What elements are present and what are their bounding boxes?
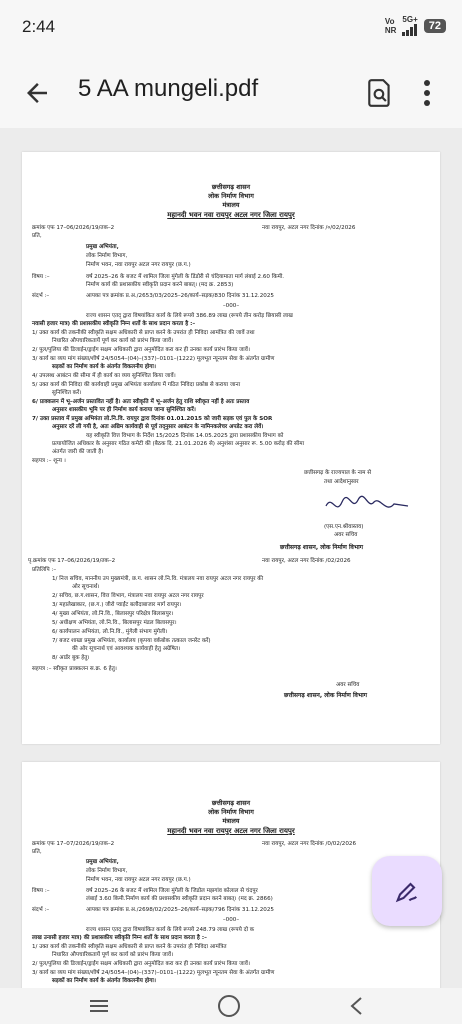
body-paragraph: राज्य शासन एतद् द्वारा विषयांकित कार्य के लिये रूपये 248.79 लाख (रूपये दो क [86, 927, 255, 933]
officer-title: अवर सचिव [336, 682, 360, 688]
signatory-authority: तथा आदेशानुसार [324, 479, 359, 485]
recipient-line: निर्माण भवन, नवा रायपुर अटल नगर रायपुर (छ.ग.) [86, 262, 191, 268]
copy-recipient: की ओर सूचनार्थ एवं आवश्यक कार्यवाही हेतु अग्रेषित। [72, 646, 181, 652]
copy-recipient: 2/ सचिव, छ.ग.शासन, वित्त विभाग, मंत्रालय नवा रायपुर अटल नगर रायपुर [52, 593, 204, 599]
header-address: महानदी भवन नवा रायपुर अटल नगर जिला रायपुर [167, 211, 295, 219]
condition-item: 3/ कार्य का व्यय मांग संख्या/शीर्ष 24/5054–(04)–(337)–0101–(1222) मूलभूत न्यूनतम सेवा के अंतर्गत ग्रामीण [32, 970, 275, 976]
signal-icon [402, 15, 417, 36]
condition-item: 5/ उक्त कार्य की निविदा की कार्यवाही प्रमुख अभियंता कार्यालय में गठित निविदा प्रकोष्ठ से कराया जाना [32, 382, 241, 388]
battery-icon: 72 [424, 19, 446, 33]
recipient-line: निर्माण भवन, नवा रायपुर अटल नगर रायपुर (छ.ग.) [86, 877, 191, 883]
recipient-label: प्रति, [32, 849, 42, 855]
condition-item: 4/ उपलब्ध आबंटन की सीमा में ही कार्य का व्यय सुनिश्चित किया जावें। [32, 373, 176, 379]
copy-recipient: ओर सूचनार्थ। [72, 584, 100, 590]
reference-text: आपका पत्र क्रमांक प्र.अ./2653/03/2025–26/कार्य–सड़क/830 दिनांक 31.12.2025 [86, 293, 274, 299]
letter-number: क्रमांक एफ 17–06/2026/19/तक–2 [32, 225, 115, 231]
recipient-label: प्रति, [32, 233, 42, 239]
copy-recipient: 5/ अधीक्षण अभियंता, लो.नि.वि., बिलासपुर मंडल बिलासपुर। [52, 620, 177, 626]
annotate-fab[interactable] [372, 856, 442, 926]
copy-recipient: 3/ महालेखाकार, (छ.ग.) जीरो प्वाईंट बलौदाबाजार मार्ग रायपुर। [52, 602, 182, 608]
condition-item: सुनिश्चित करें। [52, 390, 82, 396]
subject-label: विषय :– [32, 274, 50, 280]
body-paragraph: राज्य शासन एतद् द्वारा विषयांकित कार्य के लिये रूपये 386.89 लाख (रूपये तीन करोड़ छियासी लाख [86, 313, 293, 319]
header-govt: छत्तीसगढ़ शासन [211, 799, 251, 807]
body-paragraph: लाख उनासी हजार मात्र) की प्रशासकीय स्वीकृति निम्न शर्तो के साथ प्रदान करता है :– [32, 935, 207, 941]
signatory-department: छत्तीसगढ़ शासन, लोक निर्माण विभाग [284, 692, 368, 699]
signatory-authority: छत्तीसगढ़ के राज्यपाल के नाम से [304, 470, 372, 476]
condition-item: 3/ कार्य का व्यय मांग संख्या/शीर्ष 24/5054–(04)–(337)–0101–(1222) मूलभूत न्यूनतम सेवा के अंतर्गत ग्रामीण [32, 356, 275, 362]
volte-indicator: Vo NR [384, 16, 397, 35]
signatory-department: छत्तीसगढ़ शासन, लोक निर्माण विभाग [280, 544, 364, 551]
subject-text: लंबाई 3.60 किमी.निर्माण कार्य की प्रशासकीय स्वीकृति प्रदान करने बाबत्। (मद क्र. 2866) [86, 896, 273, 902]
condition-item: निधारित औपचारिकतायें पूर्ण कर कार्य को प्रारंभ किया जावें। [52, 952, 174, 958]
recipient-line: प्रमुख अभियंता, [86, 244, 119, 250]
network-type-label: 5G+ [402, 15, 418, 24]
subject-text: वर्ष 2025–26 के बजट में शामिल जिला मुंगेली के जिडोल मझगांव कोलाल से चंदपुर [86, 888, 258, 894]
condition-item: 2/ पुल/पुलिया की डिजाईन/ड्राईंग सक्षम अधिकारी द्वारा अनुमोदित करा कर ही उनका कार्य प्रारंभ किया जावें। [32, 961, 250, 967]
status-icons [385, 15, 446, 36]
body-paragraph: नवासी हजार मात्र) की प्रशासकीय स्वीकृति निम्न शर्तो के साथ प्रदान करता है :– [32, 321, 196, 327]
condition-item: निधारित औपचारिकतायें पूर्ण कर कार्य को प्रारंभ किया जावें। [52, 338, 174, 344]
back-icon[interactable] [348, 996, 366, 1016]
document-title: 5 AA mungeli.pdf [78, 75, 259, 102]
reference-text: आपका पत्र क्रमांक प्र.अ./2698/02/2025–26/कार्य–सड़क/796 दिनांक 31.12.2025 [86, 907, 274, 913]
reference-label: संदर्भ :– [32, 907, 50, 913]
more-vert-icon[interactable] [421, 78, 433, 108]
status-time: 2:44 [22, 17, 56, 36]
letter-date: नवा रायपुर, अटल नगर दिनांक /०/02/2026 [262, 225, 356, 231]
copy-recipient: 4/ मुख्य अभियंता, लो.नि.वि., बिलासपुर परिक्षेत्र बिलासपुर। [52, 611, 174, 617]
pdf-page-1 [22, 152, 440, 744]
header-govt: छत्तीसगढ़ शासन [211, 183, 251, 191]
header-ministry: मंत्रालय [222, 201, 240, 209]
copy-recipient: 1/ निज सचिव, माननीय उप मुख्यमंत्री, छ.ग. शासन लो.नि.वि. मंत्रालय नवा रायपुर अटल नगर रायपुर की [52, 576, 264, 582]
header-address: महानदी भवन नवा रायपुर अटल नगर जिला रायपुर [167, 827, 295, 835]
copy-recipient: 8/ आर्डर बुक हेतु। [52, 655, 90, 661]
app-bar [0, 58, 462, 128]
condition-item: अनुसार शासकीय भूमि पर ही निर्माण कार्य कराया जाना सुनिश्चित करें। [52, 407, 196, 413]
condition-item: 1/ उक्त कार्य की तकनीकी स्वीकृति सक्षम अधिकारी से प्राप्त करने के उपरांत ही निविदा आमंत्रित की जावें तथा [32, 330, 255, 336]
endorsement-number: पृ.क्रमांक एफ 17–06/2026/19/तक–2 [28, 558, 116, 564]
letter-date: नवा रायपुर, अटल नगर दिनांक /0/02/2026 [262, 841, 357, 847]
divider: –000– [222, 303, 240, 309]
back-arrow-icon[interactable] [22, 78, 52, 108]
drive-search-icon[interactable] [366, 78, 394, 108]
condition-item: 1/ उक्त कार्य की तकनीकी स्वीकृति सक्षम अधिकारी से प्राप्त करने के उपरांत ही निविदा आमंत्रित [32, 944, 227, 950]
header-ministry: मंत्रालय [222, 817, 240, 825]
header-dept: लोक निर्माण विभाग [208, 808, 254, 816]
condition-item: सड़कों का निर्माण कार्य के अंतर्गत विकलनीय होगा। [52, 978, 156, 984]
recipient-line: लोक निर्माण विभाग, [86, 868, 128, 874]
condition-item: अनुसार दरें ली गयी है, अतः अद्यिम कार्यवाही से पूर्व तद्नुसार आबंटन के नामिनकलेचर अपडेट करा लेवें। [52, 424, 264, 430]
recipient-line: लोक निर्माण विभाग, [86, 253, 128, 259]
enclosure: सहपत्र :– स्वीकृत प्राक्कलन स.क्र. 6 हेतु। [32, 666, 117, 672]
draw-pen-icon [393, 877, 421, 905]
enclosure: सहपत्र :– शून्य । [32, 458, 66, 464]
recipient-line: प्रमुख अभियंता, [86, 859, 119, 865]
status-bar [0, 0, 462, 58]
letter-number: क्रमांक एफ 17–07/2026/19/तक–2 [32, 841, 115, 847]
condition-note: प्रत्यायोजित अधिकार के अनुसार गठित कमेटी की (बैठक दि. 21.01.2026 से) अनुशंसा अनुसार रू. 5.00 करोड़ की सीमा [52, 441, 305, 447]
condition-item: सड़कों का निर्माण कार्य के अंतर्गत विकलनीय होगा। [52, 364, 156, 370]
signature-mark [322, 492, 412, 518]
system-nav-bar [0, 988, 462, 1024]
copy-to-label: प्रतिलिपि :– [32, 567, 57, 573]
header-dept: लोक निर्माण विभाग [208, 192, 254, 200]
recent-apps-icon[interactable] [88, 998, 110, 1014]
subject-text: वर्ष 2025–26 के बजट में शामिल जिला मुंगेली के डिंडोरी से चंदियामाता मार्ग लंबाई 2.60 किमी. [86, 274, 285, 280]
subject-text: निर्माण कार्य की प्रशासकीय स्वीकृति प्रदान करने बाबत्। (मद क्र. 2853) [86, 282, 234, 288]
officer-name: (एस.एन.श्रीवास्तव) [324, 524, 364, 530]
endorsement-date: नवा रायपुर, अटल नगर दिनांक /02/2026 [262, 558, 351, 564]
reference-label: संदर्भ :– [32, 293, 50, 299]
copy-recipient: 6/ कार्यपालन अभियंता, लो.नि.वि., मुंगेली संभाग मुंगेली। [52, 629, 168, 635]
condition-note: यह स्वीकृति वित्त विभाग के निर्देश 15/2025 दिनांक 14.05.2025 द्वारा प्रशासकीय विभाग को [86, 433, 284, 439]
divider: –000– [222, 917, 240, 923]
home-icon[interactable] [218, 995, 240, 1017]
condition-item: 7/ उक्त प्रस्ताव में प्रमुख अभियंता लो.नि.वि. रायपुर द्वारा दिनांक 01.01.2015 को जारी सड़क एवं पुल के SOR [32, 416, 273, 422]
condition-item: 2/ पुल/पुलिया की डिजाईन/ड्राईग सक्षम अधिकारी द्वारा अनुमोदित करा कर ही उनका कार्य प्रारंभ किया जावें। [32, 347, 250, 353]
copy-recipient: 7/ बजट शाखा प्रमुख अभियंता, कार्यालय (कृपया वर्कबोक तत्काल जनरेट करें) [52, 638, 211, 644]
officer-title: अवर सचिव [334, 532, 358, 538]
subject-label: विषय :– [32, 888, 50, 894]
condition-note: अंतर्गत जारी की जाती है। [52, 449, 104, 455]
condition-item: 6/ प्राक्कलन में भू–अर्जन प्रस्तावित नहीं है। अतः स्वीकृति में भू–अर्जन हेतु राशि स्वीकृत नहीं है अतः प्रस्ताव [32, 399, 250, 405]
